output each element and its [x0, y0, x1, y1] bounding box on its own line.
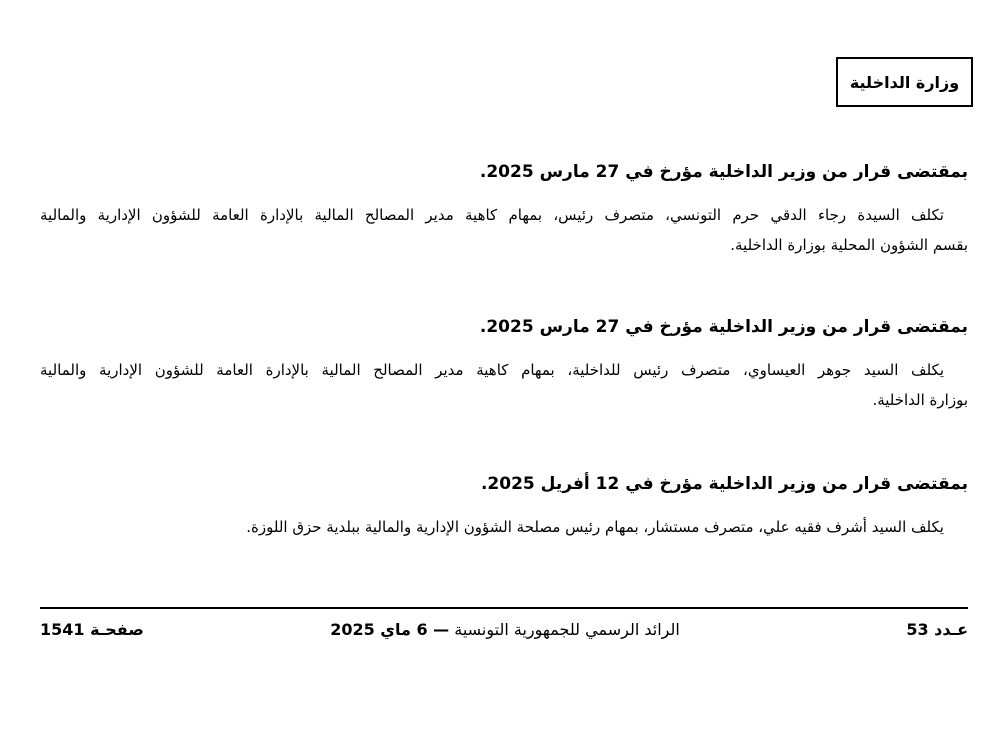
footer-page-number: صفحـة 1541	[40, 620, 144, 639]
decision-3-line-1: يكلف السيد أشرف فقيه علي، متصرف مستشار، بمهام رئيس مصلحة الشؤون الإدارية والمالية ببلدية حزق اللوزة.	[246, 518, 944, 536]
decision-1-line-1: تكلف السيدة رجاء الدقي حرم التونسي، متصرف رئيس، بمهام كاهية مدير المصالح المالية بالإدارة العامة للشؤون الإدارية والمالية	[40, 206, 944, 224]
ministry-header-box: وزارة الداخلية	[836, 57, 973, 107]
decision-3-body	[40, 512, 968, 542]
decision-2-body	[40, 355, 968, 415]
decision-1-line-2: بقسم الشؤون المحلية بوزارة الداخلية.	[730, 236, 968, 254]
decision-1-body	[40, 200, 968, 260]
decision-3-heading: بمقتضى قرار من وزير الداخلية مؤرخ في 12 أفريل 2025.	[480, 474, 968, 494]
footer-date: — 6 ماي 2025	[330, 620, 450, 639]
decision-2-line-1: يكلف السيد جوهر العيساوي، متصرف رئيس للداخلية، بمهام كاهية مدير المصالح المالية بالإدارة العامة للشؤون الإدارية والمالية	[40, 361, 944, 379]
footer-journal-title	[300, 618, 710, 642]
decision-2-heading: بمقتضى قرار من وزير الداخلية مؤرخ في 27 مارس 2025.	[479, 317, 968, 337]
footer-divider	[40, 607, 968, 609]
decision-2-line-2: بوزارة الداخلية.	[872, 391, 968, 409]
footer-journal-name: الرائد الرسمي للجمهورية التونسية	[454, 620, 680, 639]
footer-issue-number: عـدد 53	[906, 620, 968, 639]
decision-1-heading: بمقتضى قرار من وزير الداخلية مؤرخ في 27 مارس 2025.	[479, 162, 968, 182]
